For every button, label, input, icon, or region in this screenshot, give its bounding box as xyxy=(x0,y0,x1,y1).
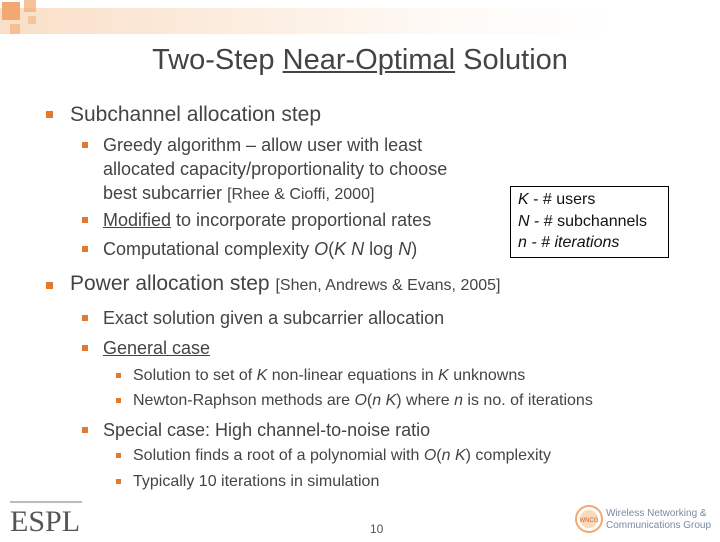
page-number: 10 xyxy=(370,522,384,536)
bullet-marker xyxy=(82,142,88,148)
espl-logo xyxy=(6,497,86,537)
legend-box xyxy=(510,186,669,258)
slide-title: Two-Step Near-Optimal Solution xyxy=(152,44,568,76)
bullet-marker xyxy=(116,373,121,378)
bullet-subchannel: Subchannel allocation step xyxy=(70,103,322,126)
decor-square xyxy=(24,0,36,12)
bullet-marker xyxy=(82,217,88,223)
bullet-greedy-cont2: best subcarrier [Rhee & Cioffi, 2000] xyxy=(103,183,375,203)
bullet-marker xyxy=(82,246,88,252)
bullet-marker xyxy=(82,345,88,351)
wncg-text: Wireless Networking & Communications Group xyxy=(606,508,712,531)
bullet-marker xyxy=(46,111,53,118)
legend-users: K - # users xyxy=(518,191,596,208)
bullet-marker xyxy=(116,453,121,458)
bullet-marker xyxy=(116,398,121,403)
bullet-marker xyxy=(116,479,121,484)
bullet-exact: Exact solution given a subcarrier allocation xyxy=(103,308,445,328)
bullet-general: General case xyxy=(103,338,211,358)
header-band xyxy=(0,8,720,34)
bullet-root: Solution finds a root of a polynomial with O(n K) complexity xyxy=(133,447,551,464)
bullet-special: Special case: High channel-to-noise ratio xyxy=(103,420,431,440)
bullet-solution-set: Solution to set of K non-linear equations in K unknowns xyxy=(133,367,526,384)
legend-iterations: n - # iterations xyxy=(518,234,620,251)
decor-square xyxy=(10,24,20,34)
bullet-marker xyxy=(82,427,88,433)
bullet-greedy-cont1: allocated capacity/proportionality to choose xyxy=(103,159,448,179)
espl-logo-text: ESPL xyxy=(10,505,81,537)
wncg-badge-text: WNCG xyxy=(579,518,599,524)
bullet-marker xyxy=(46,282,53,289)
bullet-power: Power allocation step [Shen, Andrews & Evans, 2005] xyxy=(70,272,501,295)
decor-square xyxy=(2,2,20,20)
legend-subchannels: N - # subchannels xyxy=(518,213,647,230)
bullet-marker xyxy=(82,315,88,321)
bullet-greedy: Greedy algorithm – allow user with least xyxy=(103,135,423,155)
wncg-logo xyxy=(574,504,720,536)
bullet-typical: Typically 10 iterations in simulation xyxy=(133,473,380,490)
bullet-modified: Modified to incorporate proportional rates xyxy=(103,210,432,230)
bullet-complexity: Computational complexity O(K N log N) xyxy=(103,239,418,259)
decor-square xyxy=(28,16,36,24)
bullet-newton: Newton-Raphson methods are O(n K) where n is no. of iterations xyxy=(133,392,593,409)
